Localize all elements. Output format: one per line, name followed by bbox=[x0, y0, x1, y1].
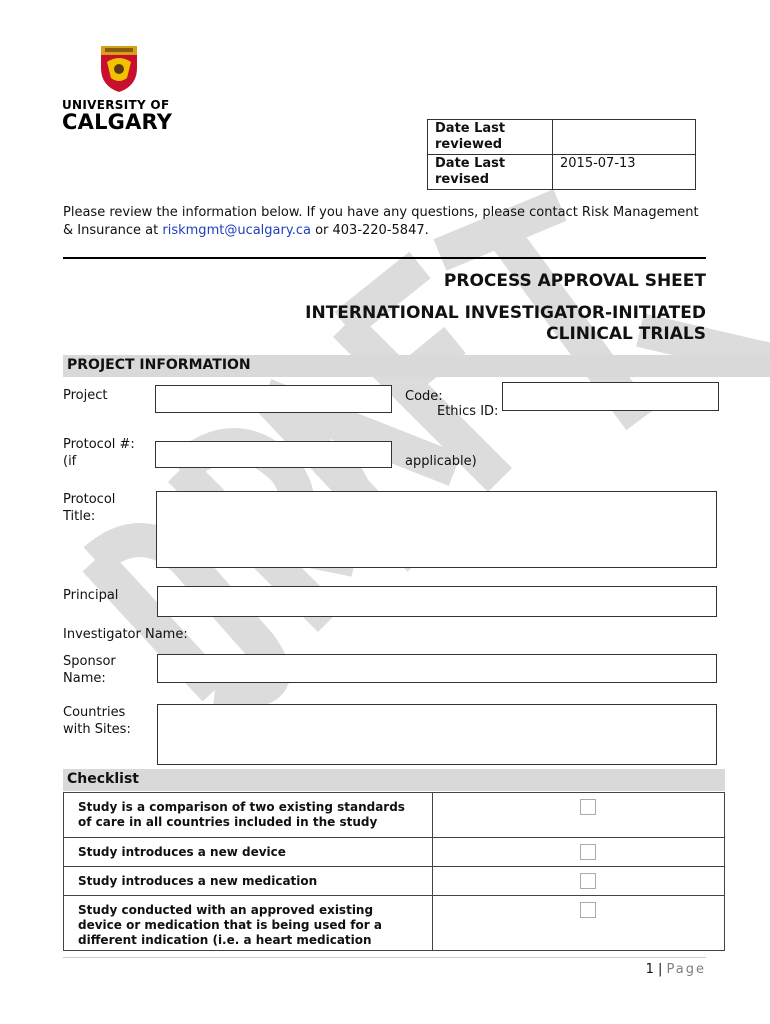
checklist-bar bbox=[63, 769, 725, 791]
university-logo bbox=[62, 42, 182, 132]
protocol-title-label-line2: Title: bbox=[63, 509, 96, 524]
checklist-cell bbox=[433, 867, 725, 896]
crest-icon bbox=[97, 42, 141, 94]
checklist-item-text: Study is a comparison of two existing standards of care in all countries included in the study bbox=[78, 800, 405, 829]
checklist-item: Study introduces a new device bbox=[64, 838, 433, 867]
ethics-id-label: Ethics ID: bbox=[437, 404, 499, 419]
checklist-item bbox=[64, 896, 433, 951]
intro-text: Please review the information below. If you have any questions, please contact Risk Management & Insurance at bbox=[63, 205, 699, 238]
sponsor-name-field[interactable] bbox=[157, 654, 717, 683]
section-heading-project-information: PROJECT INFORMATION bbox=[67, 357, 251, 373]
review-dates-table bbox=[427, 119, 696, 190]
table-row bbox=[64, 793, 725, 838]
page-word: Page bbox=[666, 962, 706, 977]
investigator-name-field[interactable] bbox=[157, 586, 717, 617]
checklist-table bbox=[63, 792, 725, 951]
intro-phone-text: or 403-220-5847. bbox=[310, 223, 429, 238]
code-label: Code: bbox=[405, 389, 443, 404]
protocol-number-field[interactable] bbox=[155, 441, 392, 468]
page-number bbox=[560, 962, 706, 977]
checklist-cell bbox=[433, 793, 725, 838]
applicable-label: applicable) bbox=[405, 454, 477, 469]
investigator-name-label: Investigator Name: bbox=[63, 627, 188, 642]
countries-label-line2: with Sites: bbox=[63, 722, 131, 737]
revised-value: 2015-07-13 bbox=[553, 155, 696, 190]
sponsor-label bbox=[63, 653, 116, 687]
table-row bbox=[428, 120, 696, 155]
page-number-value: 1 bbox=[645, 962, 654, 977]
checkbox[interactable] bbox=[580, 902, 596, 918]
revised-label: Date Last revised bbox=[428, 155, 553, 190]
checklist-item: Study introduces a new medication bbox=[64, 867, 433, 896]
logo-line2: CALGARY bbox=[62, 110, 173, 134]
checkbox[interactable] bbox=[580, 844, 596, 860]
footer-divider bbox=[63, 957, 706, 958]
countries-label-line1: Countries bbox=[63, 705, 126, 720]
project-code-field[interactable] bbox=[155, 385, 392, 413]
checkbox[interactable] bbox=[580, 799, 596, 815]
table-row bbox=[64, 838, 725, 867]
divider bbox=[63, 257, 706, 259]
protocol-label bbox=[63, 436, 135, 470]
page-separator: | bbox=[657, 962, 663, 977]
intro-paragraph bbox=[63, 204, 703, 240]
protocol-title-label bbox=[63, 491, 115, 525]
section-heading-checklist: Checklist bbox=[67, 771, 139, 787]
countries-label bbox=[63, 704, 131, 738]
checklist-cell bbox=[433, 838, 725, 867]
countries-field[interactable] bbox=[157, 704, 717, 765]
project-label: Project bbox=[63, 388, 108, 403]
page-title: PROCESS APPROVAL SHEET bbox=[443, 271, 706, 291]
protocol-label-line2: (if bbox=[63, 454, 77, 469]
logo-line1: UNIVERSITY OF bbox=[62, 98, 170, 112]
checkbox[interactable] bbox=[580, 873, 596, 889]
email-link[interactable]: riskmgmt@ucalgary.ca bbox=[162, 223, 311, 238]
review-value bbox=[553, 120, 696, 155]
protocol-title-field[interactable] bbox=[156, 491, 717, 568]
sponsor-label-line2: Name: bbox=[63, 671, 106, 686]
review-label: Date Last reviewed bbox=[428, 120, 553, 155]
page-subtitle bbox=[230, 303, 706, 345]
checklist-item bbox=[64, 793, 433, 838]
sponsor-label-line1: Sponsor bbox=[63, 654, 116, 669]
ethics-id-field[interactable] bbox=[502, 382, 719, 411]
table-row bbox=[64, 867, 725, 896]
checklist-item-text: Study conducted with an approved existing device or medication that is being used for a different indication (i.e. a heart medication bbox=[78, 903, 382, 947]
table-row bbox=[428, 155, 696, 190]
subtitle-line2: CLINICAL TRIALS bbox=[546, 324, 706, 344]
protocol-title-label-line1: Protocol bbox=[63, 492, 116, 507]
subtitle-line1: INTERNATIONAL INVESTIGATOR-INITIATED bbox=[305, 303, 706, 323]
checklist-cell bbox=[433, 896, 725, 951]
table-row bbox=[64, 896, 725, 951]
principal-label: Principal bbox=[63, 588, 119, 603]
protocol-label-line1: Protocol #: bbox=[63, 437, 135, 452]
